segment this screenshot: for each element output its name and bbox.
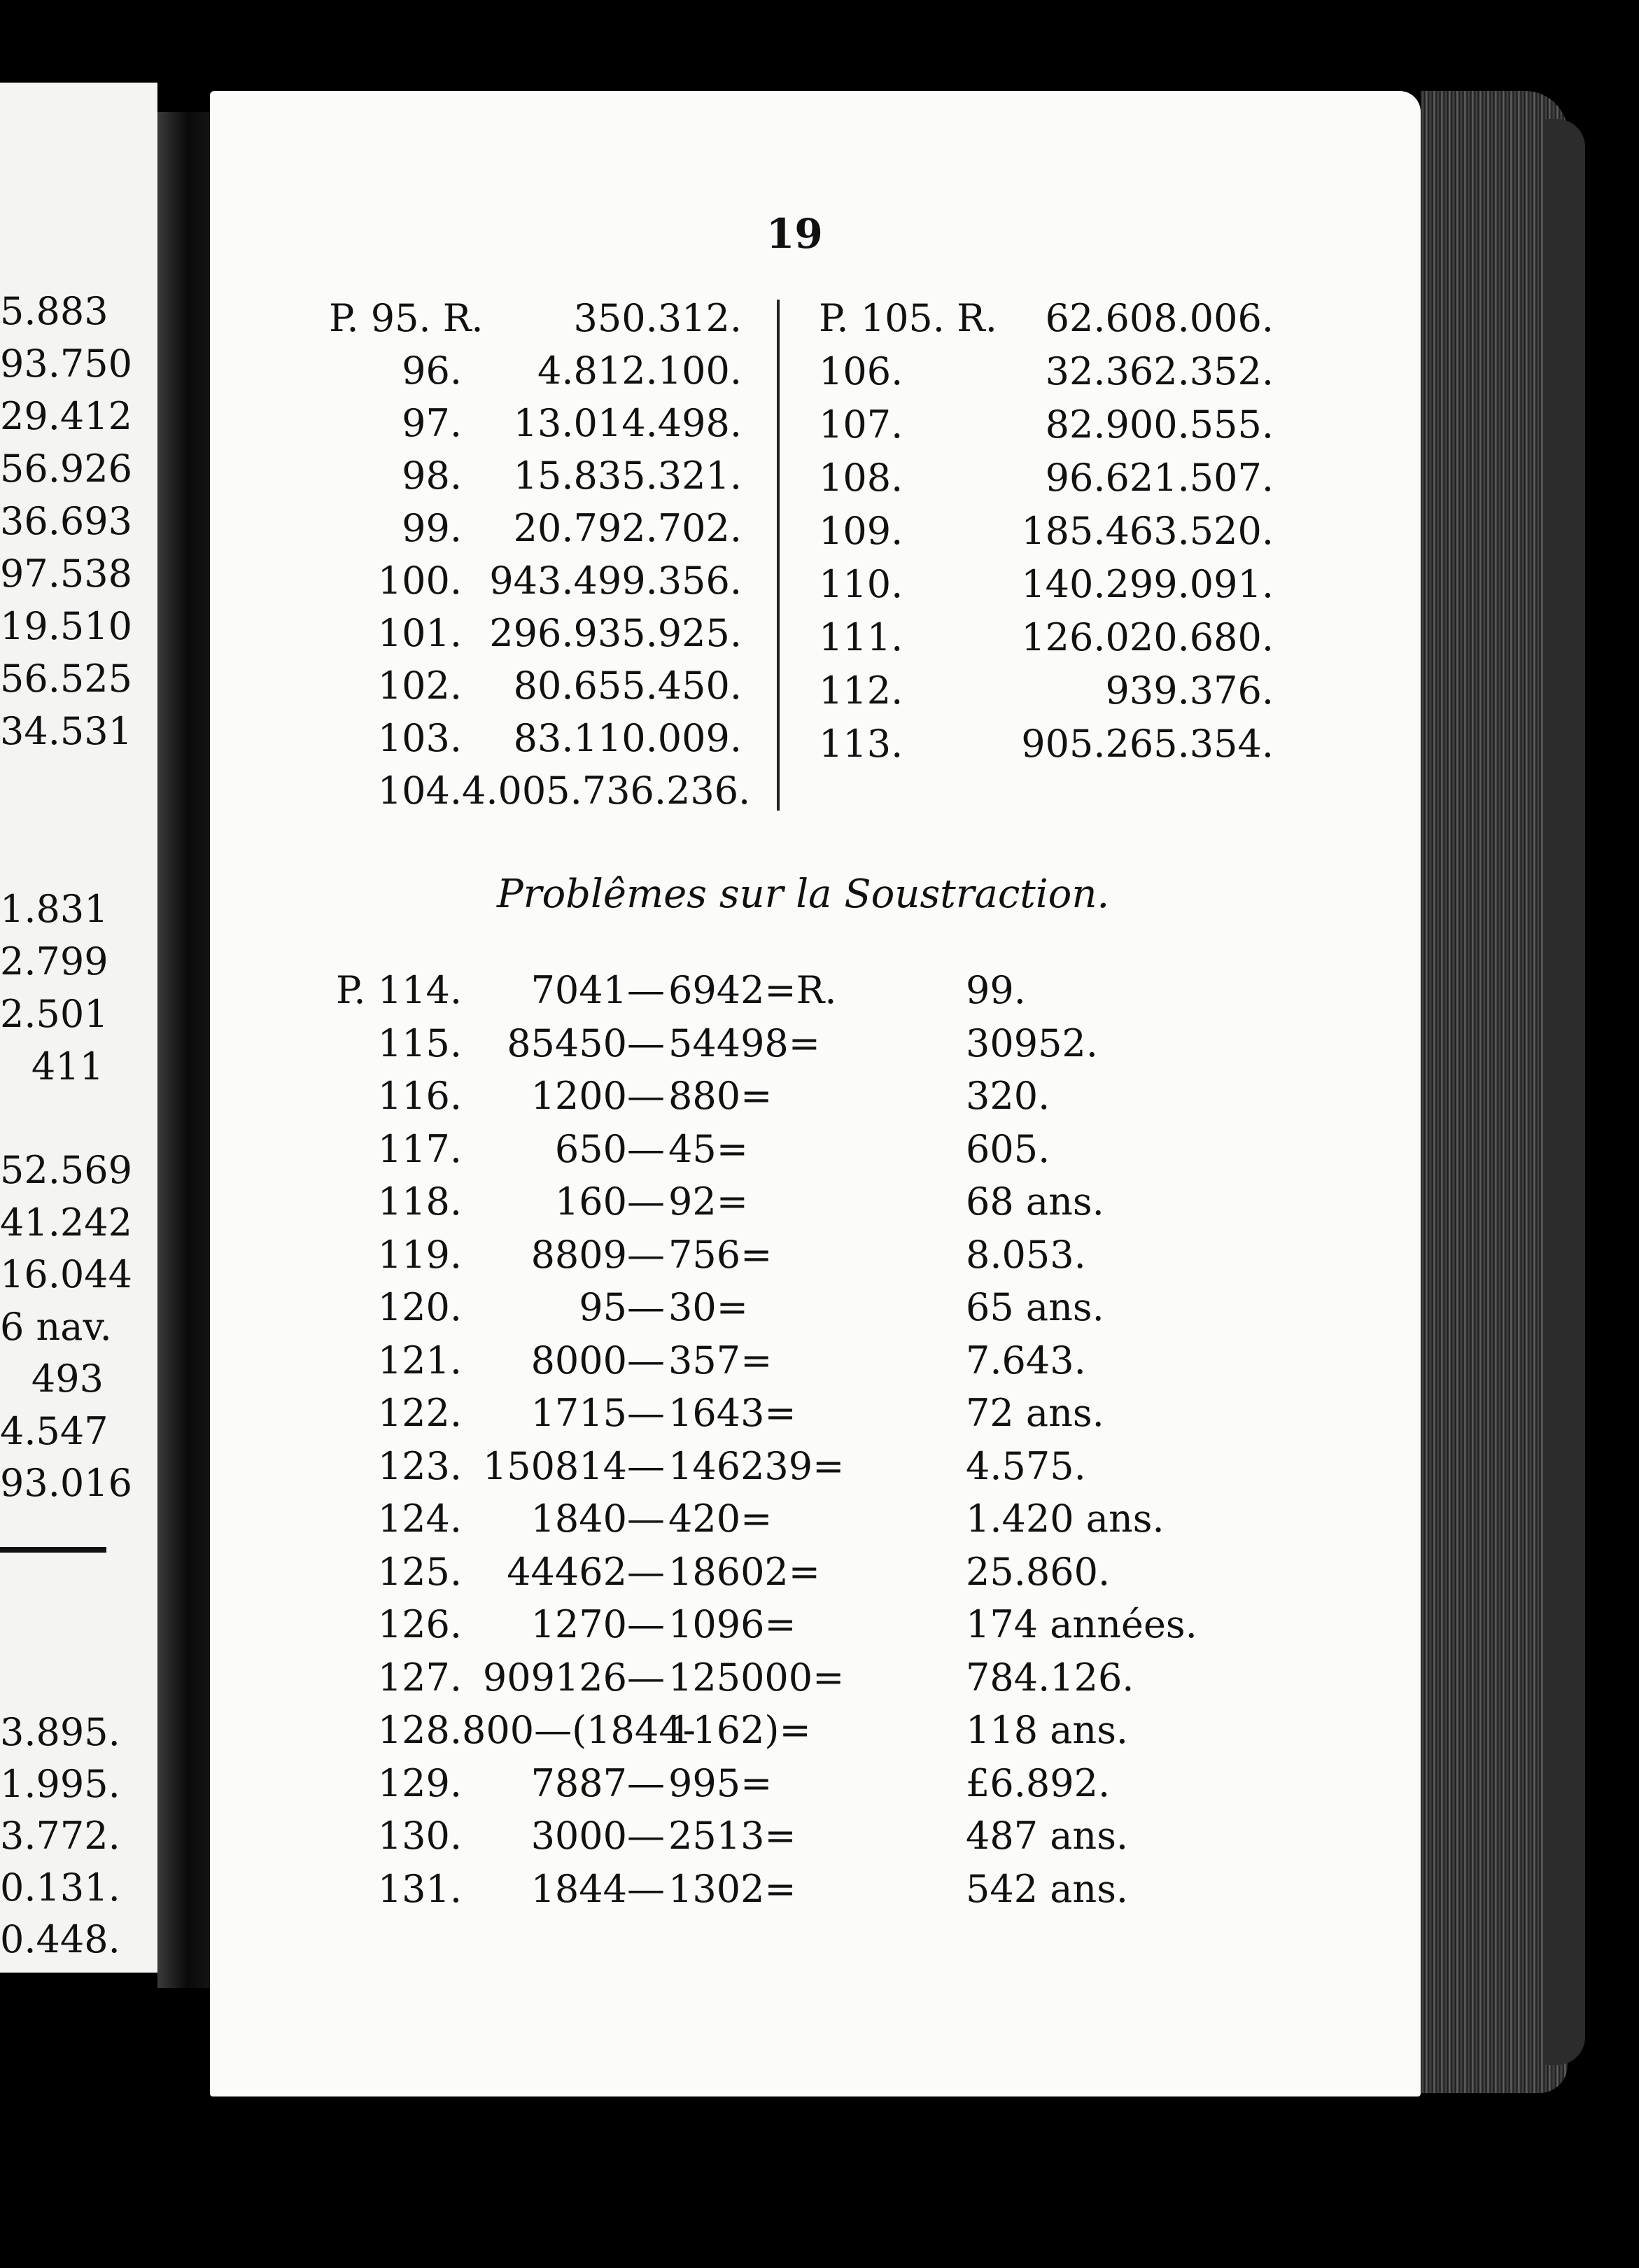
result-value: 80.655.450.: [513, 664, 742, 708]
difference: 30952.: [966, 1021, 1098, 1065]
minuend: 1715—: [530, 1391, 665, 1435]
minuend: 150814—: [482, 1443, 665, 1488]
left-page-number-fragment: 56.926: [0, 447, 132, 491]
left-page-number-fragment: 16.044: [0, 1252, 132, 1296]
problem-number: 130.: [377, 1814, 462, 1858]
subtrahend: 125000=: [668, 1655, 845, 1700]
left-page-number-fragment: 97.538: [0, 552, 132, 596]
difference: 72 ans.: [966, 1391, 1104, 1435]
result-value: 32.362.352.: [1045, 349, 1274, 393]
minuend: 44462—: [507, 1549, 665, 1594]
problem-number: 118.: [377, 1180, 462, 1224]
left-page-number-fragment: 19.510: [0, 604, 132, 648]
difference: 118 ans.: [966, 1708, 1129, 1752]
problem-number: 129.: [377, 1760, 462, 1805]
result-value: 350.312.: [573, 296, 742, 340]
subtrahend: 357=: [668, 1338, 773, 1382]
difference: 542 ans.: [966, 1866, 1129, 1911]
difference: 99.: [966, 968, 1026, 1012]
problem-number: 102.: [377, 664, 462, 708]
page-number: 19: [766, 210, 823, 258]
minuend: 909126—: [482, 1655, 665, 1700]
subtrahend: 92=: [668, 1180, 748, 1224]
result-value: 126.020.680.: [1021, 615, 1274, 659]
problem-number: 106.: [819, 349, 903, 393]
left-page-number-fragment: 93.750: [0, 342, 132, 386]
result-value: 62.608.006.: [1045, 296, 1274, 340]
difference: 8.053.: [966, 1232, 1086, 1277]
result-value: 83.110.009.: [513, 716, 742, 760]
left-page-number-fragment: 3.772.: [0, 1814, 120, 1858]
problem-number: 117.: [377, 1126, 462, 1171]
left-page-number-fragment: 29.412: [0, 394, 132, 438]
result-value: 4.812.100.: [537, 349, 742, 393]
minuend: 160—: [554, 1180, 665, 1224]
difference: 4.575.: [966, 1443, 1086, 1488]
result-value: 13.014.498.: [513, 401, 742, 445]
left-page-number-fragment: 6 nav.: [0, 1304, 112, 1349]
left-page-number-fragment: 4.547: [0, 1408, 108, 1453]
result-value: 140.299.091.: [1021, 562, 1274, 606]
problem-number: 108.: [819, 456, 903, 500]
subtrahend: 1643=: [668, 1391, 796, 1435]
problem-number: 107.: [819, 402, 903, 447]
problem-number: P. 95. R.: [329, 296, 484, 340]
difference: 65 ans.: [966, 1285, 1104, 1329]
problem-number: 126.: [377, 1602, 462, 1646]
problem-number: 96.: [402, 349, 462, 393]
left-page-number-fragment: 0.448.: [0, 1917, 120, 1961]
minuend: 800—(1844-: [462, 1708, 696, 1752]
left-page-rule: [0, 1547, 106, 1553]
difference: 487 ans.: [966, 1814, 1129, 1858]
problem-number: 124.: [377, 1497, 462, 1541]
subtrahend: 420=: [668, 1497, 773, 1541]
problem-number: 120.: [377, 1285, 462, 1329]
difference: £6.892.: [966, 1760, 1111, 1805]
left-page-number-fragment: 56.525: [0, 657, 132, 701]
difference: 605.: [966, 1126, 1050, 1171]
minuend: 85450—: [507, 1021, 665, 1065]
result-value: 943.499.356.: [489, 559, 742, 603]
left-page-number-fragment: 93.016: [0, 1461, 132, 1505]
problem-number: 113.: [819, 722, 903, 766]
minuend: 7887—: [530, 1760, 665, 1805]
problem-number: 99.: [402, 506, 462, 550]
left-page-number-fragment: 52.569: [0, 1148, 132, 1192]
problem-number: 101.: [377, 611, 462, 655]
problem-number: 98.: [402, 454, 462, 498]
result-value: 96.621.507.: [1045, 456, 1274, 500]
problem-number: 123.: [377, 1443, 462, 1488]
left-page-number-fragment: 36.693: [0, 499, 132, 543]
minuend: 1270—: [530, 1602, 665, 1646]
result-value: 20.792.702.: [513, 506, 742, 550]
minuend: 1840—: [530, 1497, 665, 1541]
problem-number: 100.: [377, 559, 462, 603]
problem-number: 104.: [377, 769, 462, 813]
problem-number: 111.: [819, 615, 903, 659]
minuend: 95—: [579, 1285, 665, 1329]
difference: 7.643.: [966, 1338, 1086, 1382]
left-page-number-fragment: 41.242: [0, 1200, 132, 1245]
result-value: 905.265.354.: [1021, 722, 1274, 766]
problem-number: 116.: [377, 1074, 462, 1118]
minuend: 1844—: [530, 1866, 665, 1911]
difference: 784.126.: [966, 1655, 1134, 1700]
problem-number: 131.: [377, 1866, 462, 1911]
subtrahend: 18602=: [668, 1549, 821, 1594]
section-title: Problêmes sur la Soustraction.: [497, 872, 1110, 917]
problem-number: 109.: [819, 509, 903, 553]
result-value: 4.005.736.236.: [462, 769, 751, 813]
subtrahend: 1162)=: [668, 1708, 811, 1752]
problem-number: P. 105. R.: [819, 296, 997, 340]
result-value: 185.463.520.: [1021, 509, 1274, 553]
result-value: 296.935.925.: [489, 611, 742, 655]
left-page-number-fragment: 5.883: [0, 289, 108, 333]
subtrahend: 756=: [668, 1232, 773, 1277]
subtrahend: 6942=R.: [668, 968, 837, 1012]
minuend: 7041—: [530, 968, 665, 1012]
subtrahend: 54498=: [668, 1021, 821, 1065]
left-page-number-fragment: 0.131.: [0, 1865, 120, 1910]
minuend: 1200—: [530, 1074, 665, 1118]
problem-number: 103.: [377, 716, 462, 760]
result-value: 15.835.321.: [513, 454, 742, 498]
problem-number: 122.: [377, 1391, 462, 1435]
difference: 1.420 ans.: [966, 1497, 1165, 1541]
book-cover-edge: [1543, 119, 1585, 2065]
minuend: 650—: [554, 1126, 665, 1171]
problem-number: 110.: [819, 562, 903, 606]
left-page-number-fragment: 1.995.: [0, 1762, 120, 1806]
subtrahend: 45=: [668, 1126, 748, 1171]
difference: 25.860.: [966, 1549, 1111, 1594]
subtrahend: 880=: [668, 1074, 773, 1118]
problem-number: 119.: [377, 1232, 462, 1277]
problem-number: 128.: [377, 1708, 462, 1752]
subtrahend: 2513=: [668, 1814, 796, 1858]
minuend: 8809—: [530, 1232, 665, 1277]
result-value: 939.376.: [1105, 668, 1274, 713]
left-page-number-fragment: 493: [31, 1357, 104, 1401]
result-value: 82.900.555.: [1045, 402, 1274, 447]
subtrahend: 1302=: [668, 1866, 796, 1911]
problem-number: 121.: [377, 1338, 462, 1382]
left-page-number-fragment: 2.501: [0, 992, 108, 1036]
problem-number: P. 114.: [336, 968, 462, 1012]
left-page-number-fragment: 1.831: [0, 887, 108, 931]
difference: 68 ans.: [966, 1180, 1104, 1224]
difference: 320.: [966, 1074, 1050, 1118]
left-page-number-fragment: 411: [31, 1044, 104, 1088]
difference: 174 années.: [966, 1602, 1197, 1646]
problem-number: 97.: [402, 401, 462, 445]
left-page-number-fragment: 3.895.: [0, 1710, 120, 1754]
subtrahend: 30=: [668, 1285, 748, 1329]
minuend: 3000—: [530, 1814, 665, 1858]
left-page-number-fragment: 34.531: [0, 709, 132, 753]
left-page-number-fragment: 2.799: [0, 939, 108, 983]
problem-number: 112.: [819, 668, 903, 713]
subtrahend: 995=: [668, 1760, 773, 1805]
minuend: 8000—: [530, 1338, 665, 1382]
problem-number: 125.: [377, 1549, 462, 1594]
problem-number: 127.: [377, 1655, 462, 1700]
subtrahend: 146239=: [668, 1443, 845, 1488]
column-divider: [777, 300, 780, 811]
problem-number: 115.: [377, 1021, 462, 1065]
subtrahend: 1096=: [668, 1602, 796, 1646]
